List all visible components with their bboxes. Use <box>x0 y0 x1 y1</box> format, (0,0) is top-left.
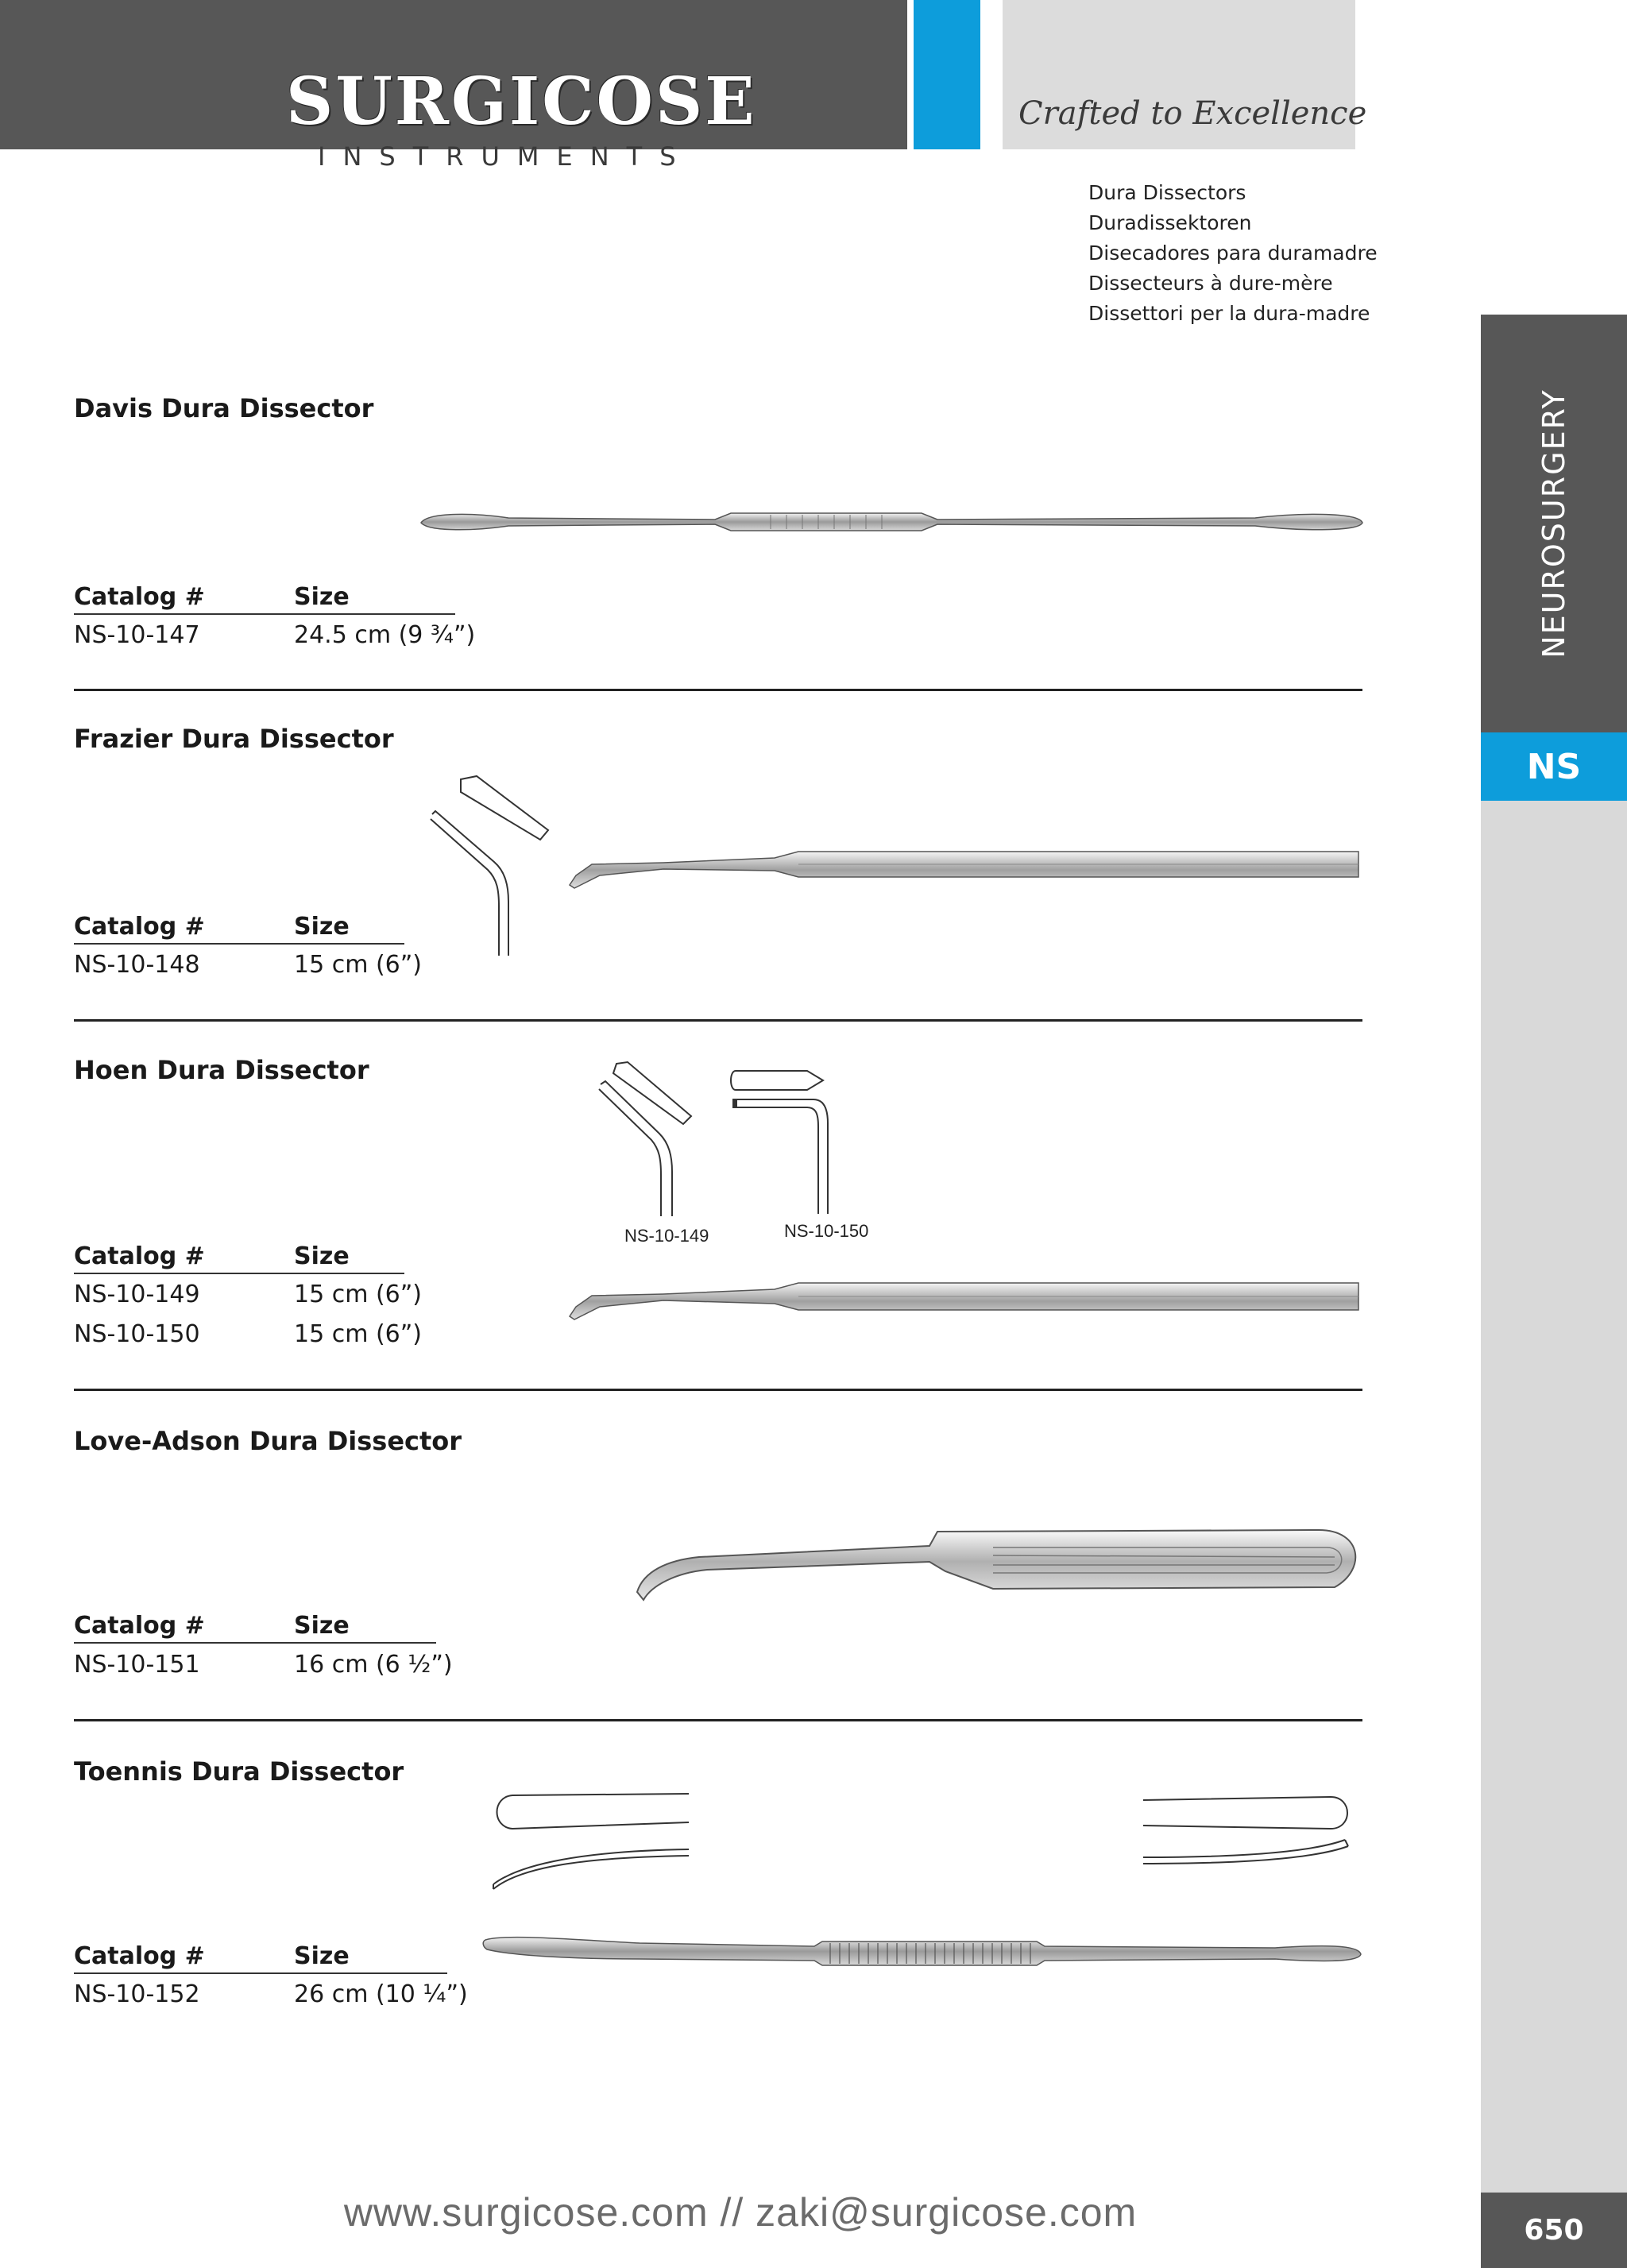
catalog-header: Catalog # <box>74 583 205 611</box>
size-value: 24.5 cm (9 ¾”) <box>294 621 476 649</box>
size-value: 16 cm (6 ½”) <box>294 1651 453 1679</box>
section-divider <box>74 1389 1362 1391</box>
instrument-image <box>628 1524 1366 1603</box>
section-divider <box>74 1719 1362 1721</box>
spec-header <box>74 913 404 945</box>
catalog-header: Catalog # <box>74 1242 205 1270</box>
size-header: Size <box>294 583 350 611</box>
figure-label: NS-10-149 <box>624 1226 709 1246</box>
product-title: Frazier Dura Dissector <box>74 724 394 754</box>
instrument-image <box>568 844 1362 891</box>
category-title: Duradissektoren <box>1088 211 1252 234</box>
product-title: Hoen Dura Dissector <box>74 1055 369 1085</box>
instrument-tip-detail <box>728 1066 839 1217</box>
size-header: Size <box>294 1942 350 1970</box>
brand-tagline: Crafted to Excellence <box>1018 95 1367 132</box>
product-title: Davis Dura Dissector <box>74 393 374 423</box>
sidebar-section-label: NEUROSURGERY <box>1536 388 1571 659</box>
catalog-header: Catalog # <box>74 1612 205 1640</box>
instrument-tip-detail <box>1140 1794 1355 1889</box>
instrument-tip-detail <box>429 775 556 957</box>
catalog-number: NS-10-150 <box>74 1320 200 1348</box>
catalog-number: NS-10-151 <box>74 1651 200 1679</box>
catalog-header: Catalog # <box>74 913 205 941</box>
brand-logo: SURGICOSE <box>286 64 757 140</box>
spec-header <box>74 583 455 615</box>
catalog-number: NS-10-152 <box>74 1980 200 2008</box>
header-blue-band <box>914 0 980 149</box>
category-title: Disecadores para duramadre <box>1088 241 1378 265</box>
section-divider <box>74 1019 1362 1022</box>
sidebar-code-badge: NS <box>1481 732 1627 801</box>
instrument-tip-detail <box>489 1787 695 1895</box>
section-divider <box>74 689 1362 691</box>
size-value: 15 cm (6”) <box>294 1281 423 1308</box>
category-title: Dissettori per la dura-madre <box>1088 302 1370 325</box>
instrument-tip-detail <box>596 1061 707 1219</box>
product-title: Toennis Dura Dissector <box>74 1756 404 1787</box>
footer-contact: www.surgicose.com // zaki@surgicose.com <box>343 2190 1138 2235</box>
category-titles <box>1088 178 1378 329</box>
page-number: 650 <box>1481 2193 1627 2268</box>
instrument-image <box>413 502 1366 542</box>
spec-header <box>74 1942 447 1974</box>
catalog-header: Catalog # <box>74 1942 205 1970</box>
size-value: 26 cm (10 ¼”) <box>294 1980 468 2008</box>
instrument-image <box>481 1932 1362 1972</box>
size-header: Size <box>294 913 350 941</box>
size-header: Size <box>294 1612 350 1640</box>
size-value: 15 cm (6”) <box>294 1320 423 1348</box>
figure-label: NS-10-150 <box>784 1221 869 1241</box>
category-title: Dissecteurs à dure-mère <box>1088 272 1333 295</box>
product-title: Love-Adson Dura Dissector <box>74 1426 462 1456</box>
catalog-number: NS-10-148 <box>74 951 200 979</box>
category-title: Dura Dissectors <box>1088 181 1246 204</box>
spec-header <box>74 1242 404 1274</box>
catalog-number: NS-10-149 <box>74 1281 200 1308</box>
size-value: 15 cm (6”) <box>294 951 423 979</box>
spec-header <box>74 1612 436 1644</box>
instrument-image <box>568 1275 1362 1323</box>
catalog-number: NS-10-147 <box>74 621 200 649</box>
brand-subtitle: INSTRUMENTS <box>318 141 694 172</box>
size-header: Size <box>294 1242 350 1270</box>
